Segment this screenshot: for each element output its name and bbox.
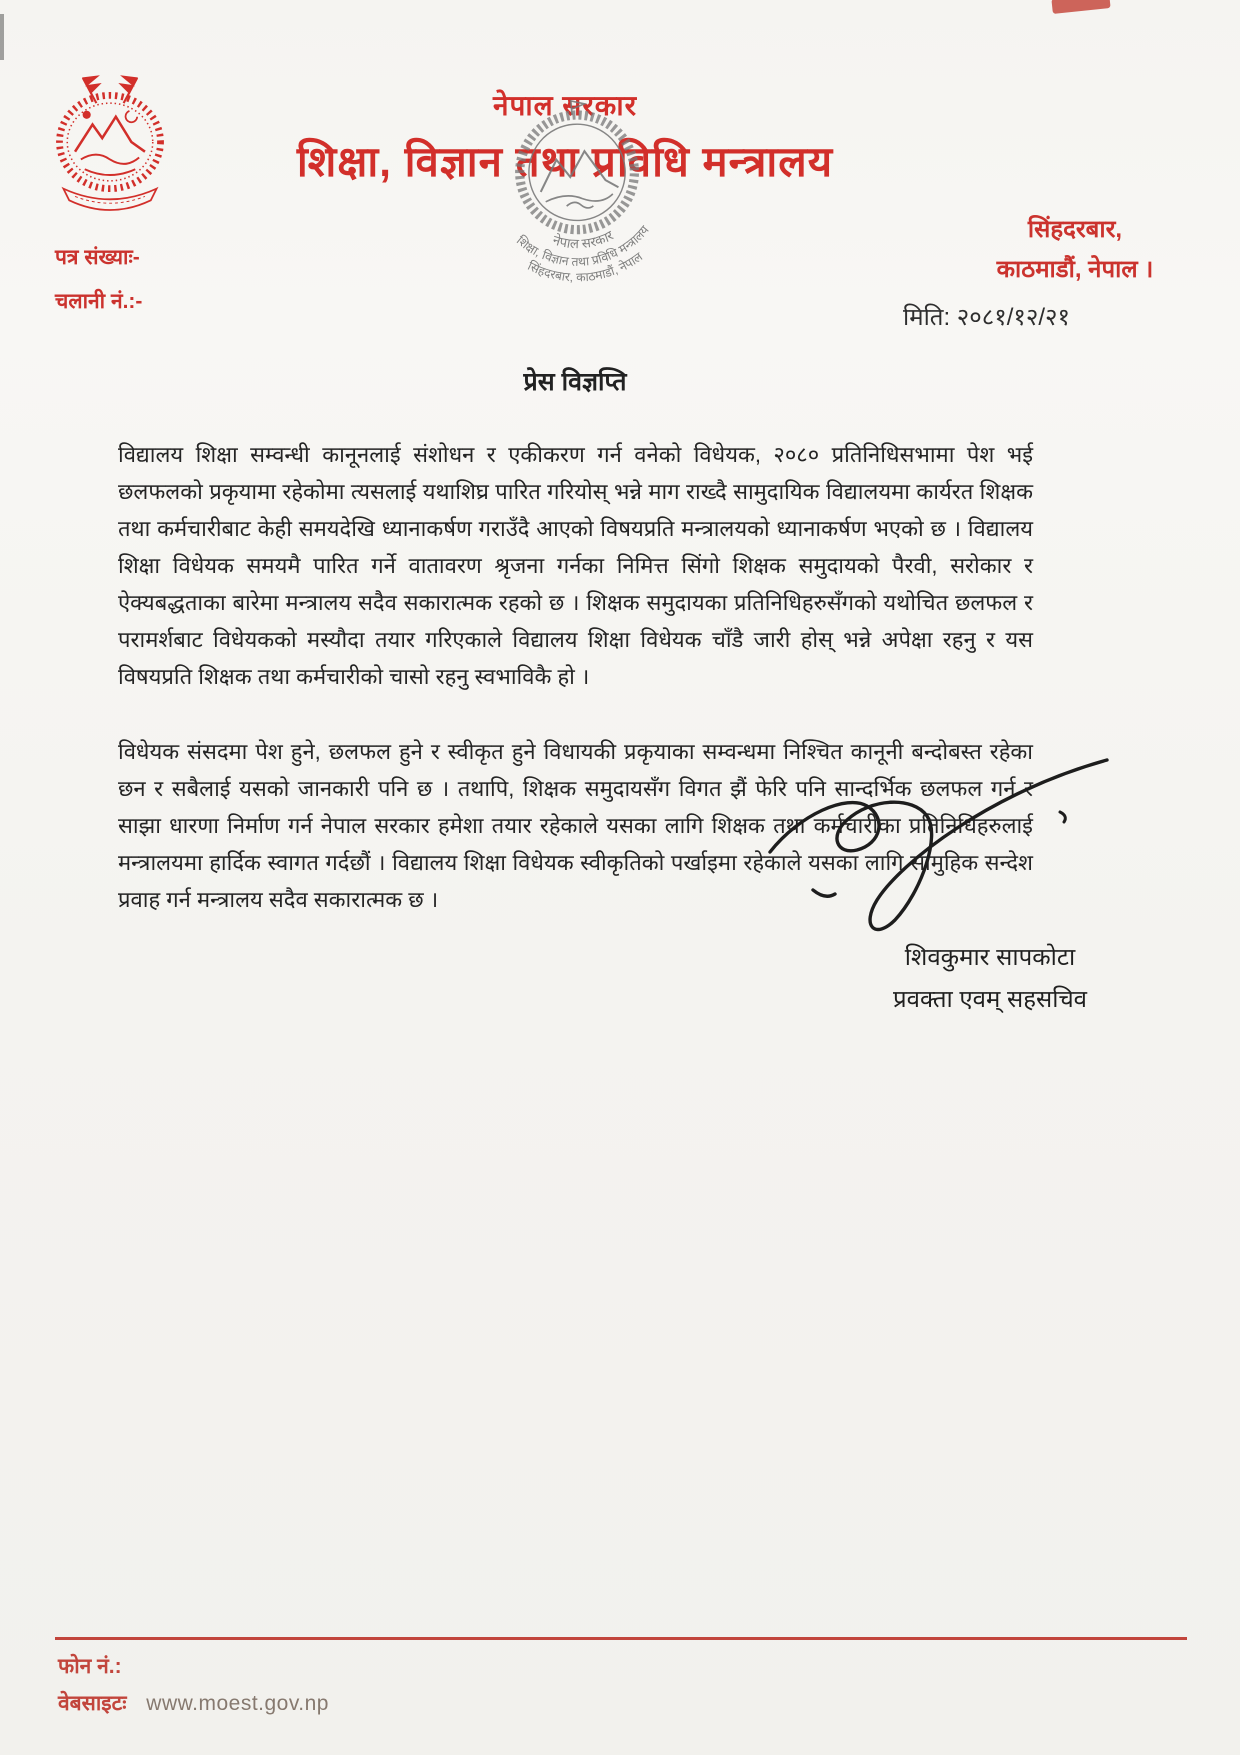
ministry-name: शिक्षा, विज्ञान तथा प्रविधि मन्त्रालय — [296, 138, 834, 185]
website-label: वेबसाइटः — [58, 1692, 127, 1715]
ministry-seal — [443, 85, 717, 326]
footer-divider — [55, 1637, 1187, 1640]
website-url: www.moest.gov.np — [146, 1692, 329, 1715]
scan-artifact-left-edge — [0, 14, 4, 60]
phone-label: फोन नं.: — [58, 1655, 122, 1678]
document-title: प्रेस विज्ञप्ति — [523, 368, 627, 396]
seal-text-address: सिंहदरबार, काठमाडौं, नेपाल — [525, 249, 646, 285]
body-paragraph-1: विद्यालय शिक्षा सम्वन्धी कानूनलाई संशोधन र एकीकरण गर्न वनेको विधेयक, २०८० प्रतिनिधिसभामा पेश भई छलफलको प्रकृयामा रहेकोमा त्यसलाई यथाशिघ्र पारित गरियोस् भन्ने माग राख्दै सामुदायिक विद्यालयमा कार्यरत शिक्षक तथा कर्मचारीबाट केही समयदेखि ध्यानाकर्षण गराउँदै आएको विषयप्रति मन्त्रालयको ध्यानाकर्षण भएको छ । विद्यालय शिक्षा विधेयक समयमै पारित गर्ने वातावरण श्रृजना गर्नका निमित्त सिंगो शिक्षक समुदायको पैरवी, सरोकार र ऐक्यबद्धताका बारेमा मन्त्रालय सदैव सकारात्मक रहको छ । शिक्षक समुदायका प्रतिनिधिहरुसँगको यथोचित छलफल र परामर्शबाट विधेयकको मस्यौदा तयार गरिएकाले विद्यालय शिक्षा विधेयक चाँडै जारी होस् भन्ने अपेक्षा रहनु र यस विषयप्रति शिक्षक तथा कर्मचारीको चासो रहनु स्वभाविकै हो । — [118, 442, 1033, 689]
address-line-1: सिंहदरबार, — [1027, 216, 1123, 243]
signer-designation: प्रवक्ता एवम् सहसचिव — [892, 986, 1088, 1013]
scan-artifact-top-right — [1051, 0, 1110, 14]
government-name: नेपाल सरकार — [492, 90, 638, 121]
dispatch-number-label: चलानी नं.:- — [55, 290, 143, 313]
website-row — [58, 1689, 329, 1717]
address-line-2: काठमाडौं, नेपाल । — [996, 256, 1154, 283]
body-paragraph-2: विधेयक संसदमा पेश हुने, छलफल हुने र स्वीकृत हुने विधायकी प्रकृयाका सम्वन्धमा निश्चित कानूनी बन्दोबस्त रहेका छन र सबैलाई यसको जानकारी पनि छ । तथापि, शिक्षक समुदायसँग विगत झैं फेरि पनि सान्दर्भिक छलफल गर्न र साझा धारणा निर्माण गर्न नेपाल सरकार हमेशा तयार रहेकाले यसका लागि शिक्षक तथा कर्मचारीका प्रतिनिधिहरुलाई मन्त्रालयमा हार्दिक स्वागत गर्दछौं । विद्यालय शिक्षा विधेयक स्वीकृतिको पर्खाइमा रहेकाले यसका लागि सामुहिक सन्देश प्रवाह गर्न मन्त्रालय सदैव सकारात्मक छ । — [118, 739, 1033, 912]
address-block — [952, 210, 1198, 290]
date-line: मिति: २०८१/१२/२१ — [903, 304, 1070, 331]
seal-text-government: नेपाल सरकार — [550, 227, 616, 252]
letter-number-label: पत्र संख्याः- — [55, 246, 140, 269]
signer-name: शिवकुमार सापकोटा — [904, 944, 1076, 971]
seal-text-ministry: शिक्षा, विज्ञान तथा प्रविधि मन्त्रालय — [513, 222, 652, 270]
